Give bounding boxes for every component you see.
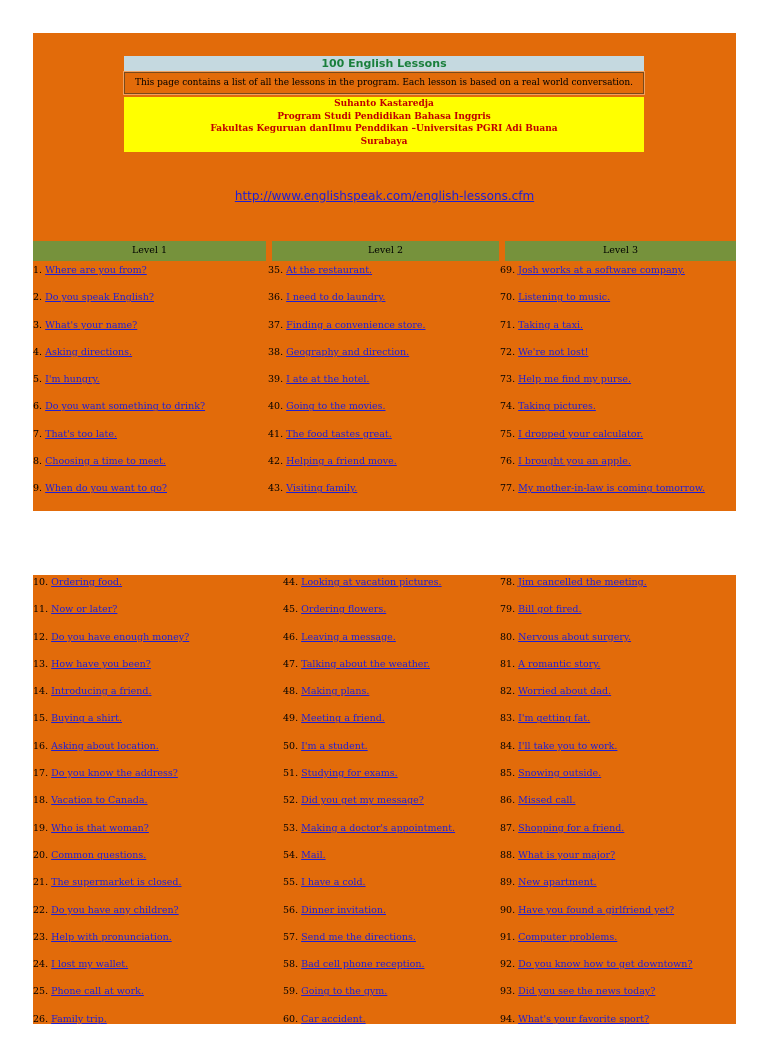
lesson-number: 26. xyxy=(33,1013,49,1025)
lesson-link[interactable]: Taking pictures. xyxy=(518,401,596,413)
lesson-number: 94. xyxy=(500,1013,516,1025)
lesson-number: 70. xyxy=(500,292,516,304)
lesson-number: 51. xyxy=(283,768,299,780)
lesson-item xyxy=(33,686,189,713)
lesson-number: 21. xyxy=(33,877,49,889)
lesson-number: 24. xyxy=(33,959,49,971)
lesson-number: 40. xyxy=(268,401,284,413)
lesson-number: 37. xyxy=(268,319,284,331)
lesson-item xyxy=(500,456,705,483)
lesson-link[interactable]: Studying for exams. xyxy=(301,768,398,780)
lesson-item xyxy=(33,713,189,740)
lesson-number: 36. xyxy=(268,292,284,304)
lesson-number: 59. xyxy=(283,986,299,998)
lesson-link[interactable]: My mother-in-law is coming tomorrow. xyxy=(518,483,705,495)
lesson-link[interactable]: The food tastes great. xyxy=(286,428,392,440)
lesson-number: 56. xyxy=(283,904,299,916)
lesson-item xyxy=(283,659,455,686)
lesson-link[interactable]: Who is that woman? xyxy=(51,822,149,834)
lesson-link[interactable]: Phone call at work. xyxy=(51,986,144,998)
lesson-number: 92. xyxy=(500,959,516,971)
lesson-link[interactable]: Talking about the weather. xyxy=(301,658,430,670)
lesson-link[interactable]: Where are you from? xyxy=(45,265,147,276)
lesson-link[interactable]: Bad cell phone reception. xyxy=(301,959,425,971)
lesson-link[interactable]: I need to do laundry. xyxy=(286,292,386,304)
lesson-link[interactable]: I brought you an apple. xyxy=(518,456,631,468)
lesson-link[interactable]: Introducing a friend. xyxy=(51,686,152,698)
lesson-number: 5. xyxy=(33,374,43,386)
lesson-item xyxy=(33,632,189,659)
lesson-number: 88. xyxy=(500,849,516,861)
lesson-item xyxy=(33,932,189,959)
lesson-item xyxy=(33,959,189,986)
author-line: Fakultas Keguruan danIlmu Penddikan –Universitas PGRI Adi Buana xyxy=(210,124,558,134)
lesson-link[interactable]: Going to the movies. xyxy=(286,401,386,413)
lesson-item xyxy=(500,320,705,347)
lesson-number: 81. xyxy=(500,658,516,670)
lesson-item xyxy=(33,483,205,510)
lesson-item xyxy=(500,577,693,604)
source-url-link[interactable]: http://www.englishspeak.com/english-lessons.cfm xyxy=(234,189,535,203)
lesson-link[interactable]: Helping a friend move. xyxy=(286,456,397,468)
lesson-item xyxy=(283,795,455,822)
lesson-item xyxy=(268,456,426,483)
lesson-number: 3. xyxy=(33,319,43,331)
lesson-link[interactable]: Did you get my message? xyxy=(301,795,424,807)
lesson-item xyxy=(283,877,455,904)
lesson-link[interactable]: At the restaurant. xyxy=(286,265,373,276)
lesson-link[interactable]: Shopping for a friend. xyxy=(518,822,625,834)
lesson-number: 43. xyxy=(268,483,284,495)
lesson-number: 77. xyxy=(500,483,516,495)
lesson-number: 87. xyxy=(500,822,516,834)
lesson-number: 44. xyxy=(283,577,299,588)
lesson-link[interactable]: Missed call. xyxy=(518,795,576,807)
lesson-item xyxy=(33,456,205,483)
author-line: Program Studi Pendidikan Bahasa Inggris xyxy=(277,111,491,122)
lesson-number: 48. xyxy=(283,686,299,698)
lesson-link[interactable]: Ordering flowers. xyxy=(301,604,387,616)
lesson-link[interactable]: What's your favorite sport? xyxy=(518,1013,650,1025)
lesson-link[interactable]: Vacation to Canada. xyxy=(51,795,148,807)
lesson-item xyxy=(500,795,693,822)
lesson-link[interactable]: I'm getting fat. xyxy=(518,713,591,725)
lesson-link[interactable]: Jim cancelled the meeting. xyxy=(518,577,647,588)
lesson-link[interactable]: I'll take you to work. xyxy=(518,740,618,752)
lesson-link[interactable]: I'm a student. xyxy=(301,740,368,752)
lesson-item xyxy=(33,265,205,292)
lesson-link[interactable]: Buying a shirt. xyxy=(51,713,122,725)
lesson-item xyxy=(33,401,205,428)
lesson-item xyxy=(500,877,693,904)
lesson-number: 49. xyxy=(283,713,299,725)
lesson-number: 11. xyxy=(33,604,49,616)
lesson-number: 20. xyxy=(33,849,49,861)
level-1-header: Level 1 xyxy=(33,241,266,261)
lesson-item xyxy=(33,347,205,374)
lesson-number: 25. xyxy=(33,986,49,998)
lesson-link[interactable]: Send me the directions. xyxy=(301,931,416,943)
lesson-item xyxy=(500,932,693,959)
lesson-item xyxy=(33,320,205,347)
lesson-number: 38. xyxy=(268,346,284,358)
lesson-number: 69. xyxy=(500,265,516,276)
lesson-link[interactable]: Common questions. xyxy=(51,849,147,861)
lesson-item xyxy=(500,265,705,292)
lesson-link[interactable]: Worried about dad. xyxy=(518,686,612,698)
lesson-number: 75. xyxy=(500,428,516,440)
lesson-item xyxy=(268,429,426,456)
lesson-item xyxy=(500,713,693,740)
lesson-number: 90. xyxy=(500,904,516,916)
lesson-number: 9. xyxy=(33,483,43,495)
lesson-item xyxy=(283,686,455,713)
lesson-link[interactable]: I'm hungry. xyxy=(45,374,100,386)
lesson-item xyxy=(33,768,189,795)
lesson-number: 82. xyxy=(500,686,516,698)
lesson-item xyxy=(500,686,693,713)
lesson-item xyxy=(33,850,189,877)
lesson-item xyxy=(283,1014,455,1041)
lesson-link[interactable]: I dropped your calculator. xyxy=(518,428,644,440)
lesson-item xyxy=(283,850,455,877)
lesson-link[interactable]: Listening to music. xyxy=(518,292,611,304)
lesson-link[interactable]: When do you want to go? xyxy=(45,483,167,495)
lesson-item xyxy=(268,401,426,428)
lesson-item xyxy=(283,713,455,740)
lesson-number: 35. xyxy=(268,265,284,276)
lesson-number: 4. xyxy=(33,346,43,358)
lesson-number: 42. xyxy=(268,456,284,468)
lesson-item xyxy=(33,604,189,631)
lesson-list-level-1 xyxy=(33,265,205,511)
lesson-link[interactable]: Have you found a girlfriend yet? xyxy=(518,904,675,916)
lessons-panel-top xyxy=(33,33,736,511)
lesson-link[interactable]: Taking a taxi. xyxy=(518,319,583,331)
lesson-link[interactable]: Do you have any children? xyxy=(51,904,179,916)
lesson-item xyxy=(500,905,693,932)
lesson-link[interactable]: I ate at the hotel. xyxy=(286,374,370,386)
level-3-header: Level 3 xyxy=(505,241,736,261)
author-line: Surabaya xyxy=(360,136,408,147)
lesson-link[interactable]: Computer problems. xyxy=(518,931,618,943)
lesson-item xyxy=(500,659,693,686)
level-2-header: Level 2 xyxy=(272,241,499,261)
lesson-item xyxy=(268,347,426,374)
lesson-number: 17. xyxy=(33,768,49,780)
lesson-number: 74. xyxy=(500,401,516,413)
lesson-link[interactable]: Family trip. xyxy=(51,1013,107,1025)
lesson-item xyxy=(283,986,455,1013)
lesson-number: 45. xyxy=(283,604,299,616)
lesson-number: 50. xyxy=(283,740,299,752)
lesson-item xyxy=(33,905,189,932)
lesson-item xyxy=(268,320,426,347)
lesson-item xyxy=(283,823,455,850)
lesson-item xyxy=(33,795,189,822)
lesson-number: 80. xyxy=(500,631,516,643)
lesson-link[interactable]: Mail. xyxy=(301,849,326,861)
lesson-number: 84. xyxy=(500,740,516,752)
lesson-item xyxy=(283,741,455,768)
lesson-link[interactable]: Ordering food. xyxy=(51,577,123,588)
lesson-item xyxy=(283,604,455,631)
lesson-link[interactable]: How have you been? xyxy=(51,658,151,670)
lesson-link[interactable]: Geography and direction. xyxy=(286,346,410,358)
lesson-link[interactable]: Leaving a message. xyxy=(301,631,396,643)
lesson-item xyxy=(268,292,426,319)
lesson-item xyxy=(500,1014,693,1041)
lesson-link[interactable]: What's your name? xyxy=(45,319,138,331)
lesson-link[interactable]: Car accident. xyxy=(301,1013,366,1025)
lesson-number: 54. xyxy=(283,849,299,861)
lesson-link[interactable]: Visiting family. xyxy=(286,483,358,495)
lesson-link[interactable]: Snowing outside. xyxy=(518,768,602,780)
lessons-panel-bottom xyxy=(33,575,736,1024)
lesson-number: 79. xyxy=(500,604,516,616)
lesson-item xyxy=(33,429,205,456)
lesson-link[interactable]: I have a cold. xyxy=(301,877,366,889)
lesson-item xyxy=(283,768,455,795)
lesson-item xyxy=(33,577,189,604)
lesson-number: 73. xyxy=(500,374,516,386)
lesson-link[interactable]: Meeting a friend. xyxy=(301,713,385,725)
lesson-number: 47. xyxy=(283,658,299,670)
lesson-number: 15. xyxy=(33,713,49,725)
lesson-item xyxy=(500,986,693,1013)
lesson-item xyxy=(500,850,693,877)
lesson-number: 55. xyxy=(283,877,299,889)
lesson-item xyxy=(500,429,705,456)
lesson-link[interactable]: Looking at vacation pictures. xyxy=(301,577,442,588)
lesson-link[interactable]: Making plans. xyxy=(301,686,370,698)
lesson-number: 22. xyxy=(33,904,49,916)
lesson-item xyxy=(33,659,189,686)
lesson-item xyxy=(33,374,205,401)
lesson-number: 12. xyxy=(33,631,49,643)
lesson-item xyxy=(33,877,189,904)
lesson-link[interactable]: Bill got fired. xyxy=(518,604,582,616)
lesson-item xyxy=(500,483,705,510)
lesson-number: 6. xyxy=(33,401,43,413)
lesson-item xyxy=(268,374,426,401)
page-title: 100 English Lessons xyxy=(124,56,644,71)
lesson-link[interactable]: Dinner invitation. xyxy=(301,904,386,916)
lesson-number: 18. xyxy=(33,795,49,807)
lesson-number: 52. xyxy=(283,795,299,807)
lesson-number: 91. xyxy=(500,931,516,943)
lesson-item xyxy=(33,986,189,1013)
lesson-link[interactable]: Josh works at a software company. xyxy=(518,265,685,276)
lesson-item xyxy=(268,483,426,510)
lesson-number: 8. xyxy=(33,456,43,468)
lesson-number: 57. xyxy=(283,931,299,943)
lesson-link[interactable]: A romantic story. xyxy=(518,658,601,670)
lesson-number: 19. xyxy=(33,822,49,834)
lesson-link[interactable]: New apartment. xyxy=(518,877,597,889)
lesson-list-level-2-cont xyxy=(283,577,455,1041)
lesson-item xyxy=(500,632,693,659)
lesson-item xyxy=(283,932,455,959)
lesson-item xyxy=(33,1014,189,1041)
lesson-link[interactable]: Do you know how to get downtown? xyxy=(518,959,693,971)
lesson-link[interactable]: Asking about location. xyxy=(51,740,159,752)
lesson-number: 39. xyxy=(268,374,284,386)
lesson-number: 71. xyxy=(500,319,516,331)
lesson-number: 10. xyxy=(33,577,49,588)
lesson-list-level-2 xyxy=(268,265,426,511)
lesson-link[interactable]: We're not lost! xyxy=(518,346,589,358)
lesson-link[interactable]: Help me find my purse. xyxy=(518,374,632,386)
page-description: This page contains a list of all the lessons in the program. Each lesson is based on a real world conversation. xyxy=(124,72,644,94)
lesson-link[interactable]: Do you have enough money? xyxy=(51,631,190,643)
lesson-item xyxy=(283,905,455,932)
lesson-number: 2. xyxy=(33,292,43,304)
lesson-number: 14. xyxy=(33,686,49,698)
lesson-list-level-3 xyxy=(500,265,705,511)
lesson-number: 13. xyxy=(33,658,49,670)
lesson-link[interactable]: Finding a convenience store. xyxy=(286,319,426,331)
lesson-number: 41. xyxy=(268,428,284,440)
lesson-link[interactable]: Making a doctor's appointment. xyxy=(301,822,456,834)
lesson-list-level-1-cont xyxy=(33,577,189,1041)
lesson-link[interactable]: Do you know the address? xyxy=(51,768,178,780)
lesson-link[interactable]: Did you see the news today? xyxy=(518,986,656,998)
lesson-list-level-3-cont xyxy=(500,577,693,1041)
lesson-link[interactable]: Asking directions. xyxy=(45,346,133,358)
lesson-number: 46. xyxy=(283,631,299,643)
lesson-number: 1. xyxy=(33,265,43,276)
lesson-number: 23. xyxy=(33,931,49,943)
lesson-link[interactable]: Now or later? xyxy=(51,604,118,616)
lesson-link[interactable]: Help with pronunciation. xyxy=(51,931,172,943)
lesson-number: 7. xyxy=(33,428,43,440)
lesson-number: 53. xyxy=(283,822,299,834)
lesson-item xyxy=(268,265,426,292)
lesson-number: 85. xyxy=(500,768,516,780)
lesson-link[interactable]: Choosing a time to meet. xyxy=(45,456,166,468)
lesson-item xyxy=(500,292,705,319)
lesson-number: 83. xyxy=(500,713,516,725)
lesson-number: 93. xyxy=(500,986,516,998)
lesson-item xyxy=(283,577,455,604)
lesson-link[interactable]: The supermarket is closed. xyxy=(51,877,182,889)
lesson-number: 89. xyxy=(500,877,516,889)
lesson-item xyxy=(500,374,705,401)
lesson-link[interactable]: What is your major? xyxy=(518,849,616,861)
author-box xyxy=(124,97,644,152)
lesson-number: 58. xyxy=(283,959,299,971)
lesson-item xyxy=(283,632,455,659)
lesson-link[interactable]: Nervous about surgery. xyxy=(518,631,632,643)
lesson-number: 78. xyxy=(500,577,516,588)
lesson-item xyxy=(283,959,455,986)
lesson-item xyxy=(500,401,705,428)
lesson-item xyxy=(500,768,693,795)
lesson-item xyxy=(500,741,693,768)
lesson-link[interactable]: That's too late. xyxy=(45,428,117,440)
author-line: Suhanto Kastaredja xyxy=(334,99,434,109)
lesson-number: 86. xyxy=(500,795,516,807)
lesson-item xyxy=(33,292,205,319)
lesson-item xyxy=(500,347,705,374)
lesson-link[interactable]: Going to the gym. xyxy=(301,986,388,998)
lesson-number: 16. xyxy=(33,740,49,752)
lesson-item xyxy=(33,823,189,850)
lesson-link[interactable]: Do you want something to drink? xyxy=(45,401,206,413)
lesson-item xyxy=(500,604,693,631)
lesson-item xyxy=(500,959,693,986)
lesson-item xyxy=(33,741,189,768)
lesson-number: 76. xyxy=(500,456,516,468)
lesson-number: 72. xyxy=(500,346,516,358)
lesson-link[interactable]: I lost my wallet. xyxy=(51,959,129,971)
lesson-link[interactable]: Do you speak English? xyxy=(45,292,155,304)
lesson-number: 60. xyxy=(283,1013,299,1025)
lesson-item xyxy=(500,823,693,850)
